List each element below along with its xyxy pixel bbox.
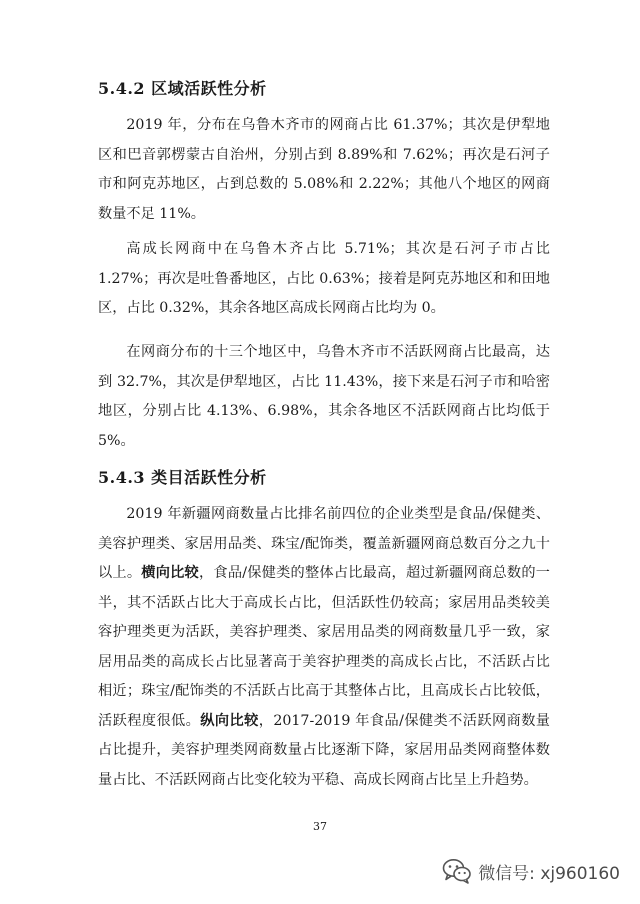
wechat-watermark [442,856,620,886]
horizontal-comparison-label: 横向比较 [141,565,199,581]
paragraph-inactive-merchants: 在网商分布的十三个地区中，乌鲁木齐市不活跃网商占比最高，达到 32.7%，其次是伊犁地区，占比 11.43%，接下来是石河子市和哈密地区，分别占比 4.13%、6.98%，其余各地区不活跃网商占比均低于 5%。 [98,344,550,449]
vertical-comparison-label: 纵向比较 [200,712,259,729]
paragraph-high-growth-merchants: 高成长网商中在乌鲁木齐占比 5.71%；其次是石河子市占比1.27%；再次是吐鲁番地区，占比 0.63%；接着是阿克苏地区和和田地区，占比 0.32%，其余各地区高成长网商占比均为 0。 [98,241,550,316]
section-heading-regional-activity: 5.4.2 区域活跃性分析 [98,79,267,98]
category-intro-text: 2019 年新疆网商数量占比排名前四位的企业类型是食品/保健类、美容护理类、家居用品类、珠宝/配饰类，覆盖新疆网商总数百分之九十以上。 [98,506,550,581]
watermark-text: 微信号: xj960160 [478,863,620,884]
vertical-comparison-text: ，2017-2019 年食品/保健类不活跃网商数量占比提升，美容护理类网商数量占比逐渐下降，家居用品类网商整体数量占比、不活跃网商占比变化较为平稳、高成长网商占比呈上升趋势。 [98,712,550,788]
page-number: 37 [313,820,327,833]
horizontal-comparison-text: ，食品/保健类的整体占比最高，超过新疆网商总数的一半，其不活跃占比大于高成长占比，但活跃性仍较高；家居用品类较美容护理类更为活跃，美容护理类、家居用品类的网商数量几乎一致，家居用品类的高成长占比显著高于美容护理类的高成长占比，不活跃占比相近；珠宝/配饰类的不活跃占比高于其整体占比，且高成长占比较低，活跃程度很低。 [98,565,550,729]
section-heading-category-activity: 5.4.3 类目活跃性分析 [98,468,267,487]
wechat-icon [442,858,472,884]
paragraph-regional-distribution: 2019 年，分布在乌鲁木齐市的网商占比 61.37%；其次是伊犁地区和巴音郭楞蒙古自治州，分别占到 8.89%和 7.62%；再次是石河子市和阿克苏地区，占到总数的 5.08%和 2.22%；其他八个地区的网商数量不足 11%。 [98,117,550,222]
paragraph-category-analysis [98,500,550,795]
